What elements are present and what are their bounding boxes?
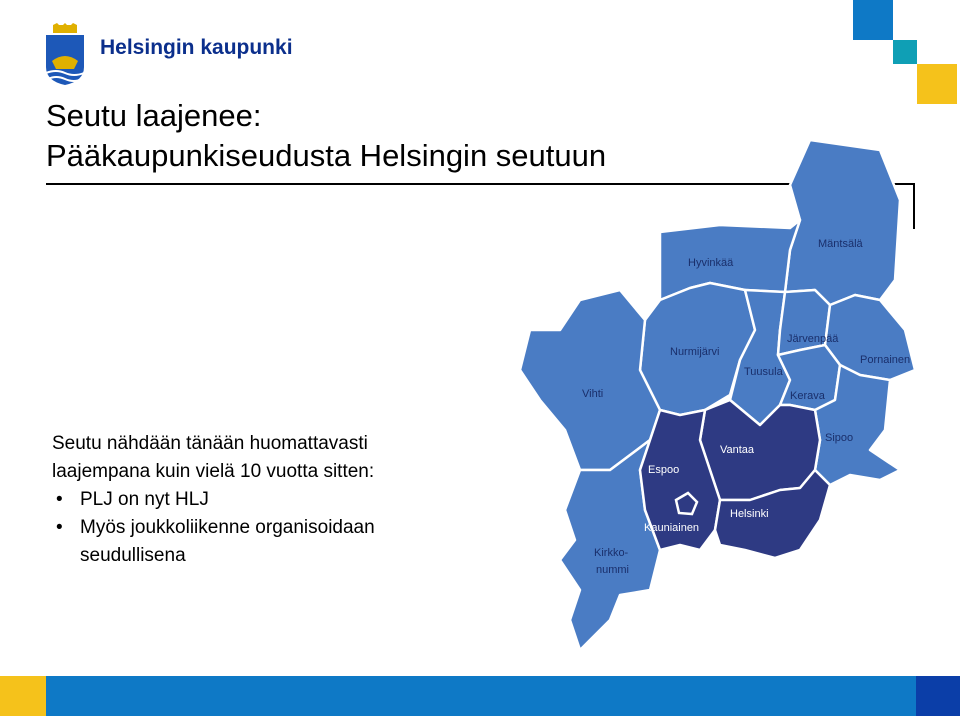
footer-bar-yellow [0, 676, 46, 716]
footer-bar-blue [46, 676, 916, 716]
title-line-2: Pääkaupunkiseudusta Helsingin seutuun [46, 138, 607, 173]
label-helsinki: Helsinki [730, 508, 769, 520]
deco-square-blue [853, 0, 893, 40]
label-mantsala: Mäntsälä [818, 238, 863, 250]
label-kauniainen: Kauniainen [644, 522, 700, 534]
bullet-item: • PLJ on nyt HLJ [80, 486, 460, 514]
label-vihti: Vihti [582, 388, 604, 400]
bullet-list [52, 486, 460, 570]
label-tuusula: Tuusula [744, 366, 783, 378]
helsinki-crest-icon [44, 23, 86, 85]
body-text [52, 430, 460, 570]
logo-text: Helsingin kaupunki [100, 36, 293, 59]
label-kerava: Kerava [790, 390, 825, 402]
label-pornainen: Pornainen [860, 354, 911, 366]
label-vantaa: Vantaa [720, 444, 755, 456]
region-map [500, 130, 940, 660]
label-sipoo: Sipoo [825, 432, 854, 444]
deco-square-yellow [917, 64, 957, 104]
label-hyvinkaa: Hyvinkää [688, 257, 734, 269]
title-line-1: Seutu laajenee: [46, 98, 262, 133]
label-nurmijarvi: Nurmijärvi [670, 346, 720, 358]
label-kirkkonummi-2: nummi [596, 564, 630, 576]
intro-line-1: Seutu nähdään tänään huomattavasti [52, 433, 368, 454]
deco-square-teal [893, 40, 917, 64]
footer-bar-dark-blue [916, 676, 960, 716]
region-mantsala [785, 140, 900, 305]
bullet-item: • Myös joukkoliikenne organisoidaan seudullisena [80, 514, 460, 570]
label-kirkkonummi-1: Kirkko- [594, 547, 629, 559]
intro-line-2: laajempana kuin vielä 10 vuotta sitten: [52, 461, 375, 482]
label-espoo: Espoo [648, 464, 680, 476]
region-vihti [520, 290, 660, 470]
label-jarvenpaa: Järvenpää [787, 333, 839, 345]
